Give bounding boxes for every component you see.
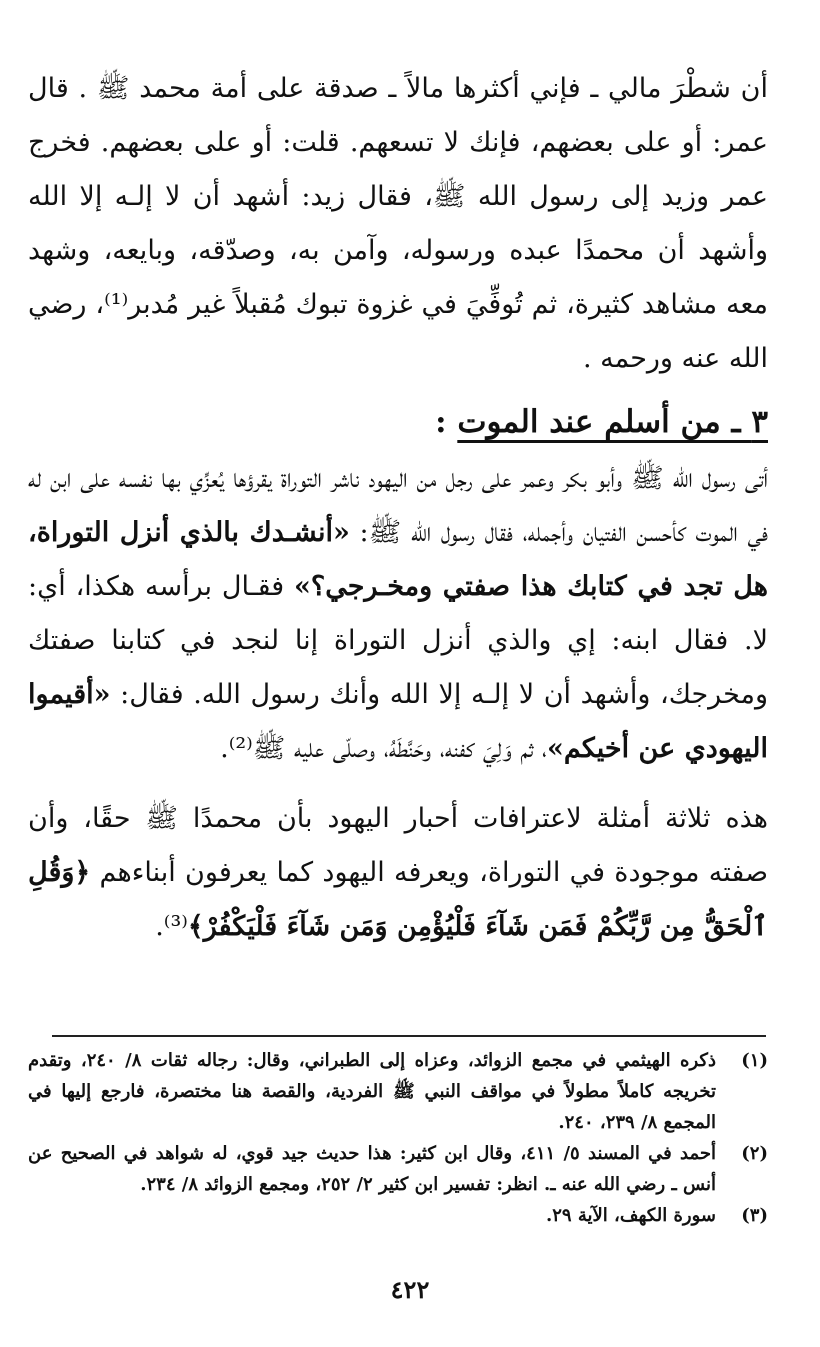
story-text-3: ، ثم وَلِيَ كفنه، وحَنَّطَهُ، وصلّى عليه ﷺ⁽²⁾. bbox=[220, 733, 548, 764]
paragraph-gap bbox=[28, 776, 768, 792]
paragraph-story bbox=[28, 452, 768, 776]
page-number: ٤٢٢ bbox=[390, 1275, 430, 1304]
footnote-number: (١) bbox=[741, 1050, 768, 1071]
footnote-text: سورة الكهف، الآية ٢٩. bbox=[545, 1205, 716, 1226]
summary-text-1: هذه ثلاثة أمثلة لاعترافات أحبار اليهود بأن محمدًا ﷺ حقًا، وأن صفته موجودة في التوراة، ويعرفه اليهود كما يعرفون أبناءهم bbox=[28, 803, 768, 888]
story-text-1: أتى رسول الله ﷺ وأبو بكر وعمر على رجل من اليهود ناشر التوراة يقرؤها يُعزِّي بها نفسه على ابن له في الموت كأحسن الفتيان وأجمله، فقال رسول الله ﷺ: bbox=[28, 463, 769, 548]
footnote-text: ذكره الهيثمي في مجمع الزوائد، وعزاه إلى الطبراني، وقال: رجاله ثقات ٨/ ٢٤٠، وتقدم تخريجه كاملاً مطولاً في مواقف النبي ﷺ الفردية، والقصة هنا مختصرة، فارجع إليها في المجمع ٨/ ٢٣٩، ٢٤٠. bbox=[28, 1050, 716, 1133]
summary-text-2: ⁽³⁾. bbox=[155, 911, 188, 942]
story-text-2: فقـال برأسه هكذا، أي: لا. فقال ابنه: إي والذي أنزل التوراة إنا لنجد في كتابنا صفتك ومخرجك، وأشهد أن لا إلـه إلا الله وأنك رسول الله. فقال: bbox=[28, 571, 768, 710]
main-text bbox=[28, 62, 768, 954]
quran-verse: ﴿وَقُلِ ٱلْحَقُّ مِن رَّبِّكُمْ فَمَن شَآءَ فَلْيُؤْمِن وَمَن شَآءَ فَلْيَكْفُرْ﴾ bbox=[28, 857, 768, 942]
section-heading-title: ٣ ـ من أسلم عند الموت bbox=[457, 404, 768, 440]
footnote-text: أحمد في المسند ٥/ ٤١١، وقال ابن كثير: هذا حديث جيد قوي، له شواهد في الصحيح عن أنس ـ رضي الله عنه ـ. انظر: تفسير ابن كثير ٢/ ٢٥٢، ومجمع الزوائد ٨/ ٢٣٤. bbox=[28, 1143, 717, 1195]
hadith-quote-1: «أنشـدك بالذي أنزل التوراة، هل تجد في كتابك هذا صفتي ومخـرجي؟» bbox=[28, 517, 768, 602]
section-heading bbox=[28, 394, 768, 450]
footnote-1 bbox=[28, 1045, 768, 1138]
footnote-2 bbox=[28, 1138, 768, 1200]
paragraph-summary bbox=[28, 792, 768, 954]
footnote-divider bbox=[52, 1035, 766, 1037]
footnote-number: (٣) bbox=[741, 1205, 768, 1226]
footnote-number: (٢) bbox=[741, 1143, 768, 1164]
footnote-3 bbox=[28, 1200, 768, 1231]
footnotes bbox=[28, 1045, 768, 1231]
paragraph-intro: أن شطْرَ مالي ـ فإني أكثرها مالاً ـ صدقة على أمة محمد ﷺ . قال عمر: أو على بعضهم، فإنك لا تسعهم. قلت: أو على بعضهم. فخرج عمر وزيد إلى رسول الله ﷺ، فقال زيد: أشهد أن لا إلـه إلا الله وأشهد أن محمدًا عبده ورسوله، وآمن به، وصدّقه، وبايعه، وشهد معه مشاهد كثيرة، ثم تُوفِّيَ في غزوة تبوك مُقبلاً غير مُدبر⁽¹⁾، رضي الله عنه ورحمه . bbox=[28, 73, 768, 374]
hadith-quote-2: «أقيموا اليهودي عن أخيكم» bbox=[28, 679, 768, 764]
section-heading-colon: : bbox=[435, 404, 458, 440]
